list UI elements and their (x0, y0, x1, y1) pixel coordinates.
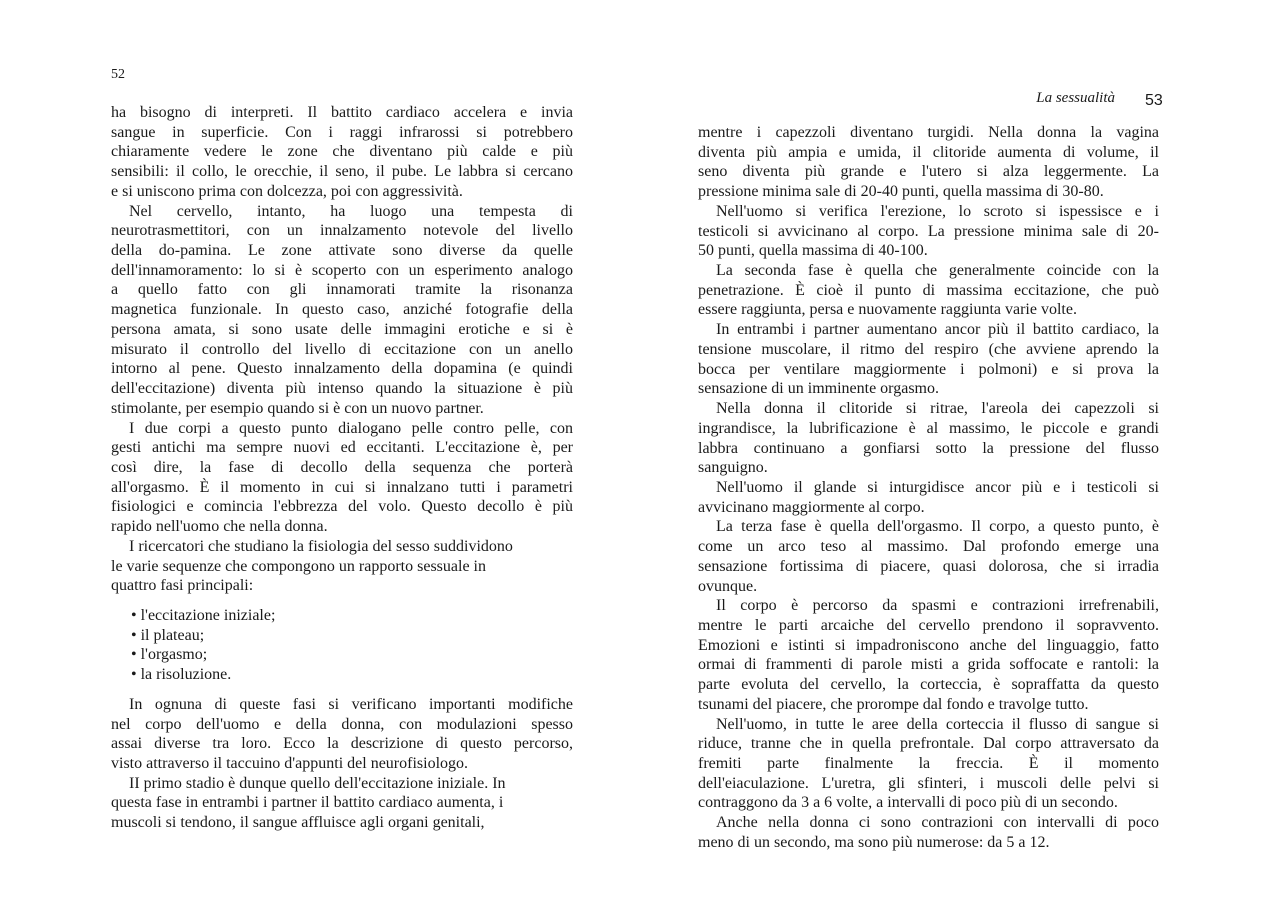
list-item-text: la risoluzione. (140, 666, 232, 684)
bullet-icon: • (131, 606, 141, 624)
text-line: bocca per ventilare maggiormente i polmoni) e si prova la (698, 360, 1159, 378)
text-line: ovunque. (698, 577, 758, 595)
paragraph (698, 261, 1159, 320)
paragraph (698, 320, 1159, 399)
paragraph (698, 517, 1159, 596)
paragraph (698, 813, 1159, 852)
text-line: fremiti parte finalmente la freccia. È il momento (698, 755, 1159, 772)
text-line: ha bisogno di interpreti. Il battito cardiaco accelera e invia (111, 104, 573, 121)
paragraph (111, 419, 573, 537)
phase-list (131, 606, 573, 685)
text-line: Nel cervello, intanto, ha luogo una tempesta di (129, 202, 573, 220)
text-line: mentre i capezzoli diventano turgidi. Nella donna la vagina (698, 124, 1159, 141)
text-line: penetrazione. È cioè il punto di massima eccitazione, che può (698, 281, 1159, 299)
paragraph (111, 774, 573, 833)
text-line: ingrandisce, la lubrificazione è al massimo, le piccole e grandi (698, 419, 1159, 437)
text-line: parte evoluta del cervello, la corteccia, è sopraffatta da questo (698, 676, 1159, 694)
paragraph (698, 202, 1159, 261)
text-line: labbra continuano a gonfiarsi sotto la pressione del flusso (698, 439, 1159, 457)
text-line: tsunami del piacere, che prorompe dal fondo e travolge tutto. (698, 695, 1089, 713)
text-line: neurotrasmettitori, con un innalzamento notevole del livello (111, 222, 573, 240)
text-line: all'orgasmo. È il momento in cui si innalzano tutti i parametri (111, 478, 573, 496)
paragraph (111, 537, 573, 596)
text-line: II primo stadio è dunque quello dell'eccitazione iniziale. In (129, 774, 506, 792)
paragraph (111, 202, 573, 419)
paragraph (698, 399, 1159, 478)
text-line: fisiologici e comincia l'ebbrezza del volo. Questo decollo è più (111, 498, 573, 516)
text-line: sangue in superficie. Con i raggi infrarossi si potrebbero (111, 123, 573, 141)
list-item-text: l'orgasmo; (140, 646, 208, 664)
paragraph (698, 596, 1159, 714)
list-item (131, 626, 573, 646)
text-line: essere raggiunta, persa e nuovamente raggiunta varie volte. (698, 301, 1077, 319)
text-line: diventa più ampia e umida, il clitoride aumenta di volume, il (698, 143, 1159, 161)
text-line: muscoli si tendono, il sangue affluisce agli organi genitali, (111, 814, 485, 832)
text-line: e si uniscono prima con dolcezza, poi con aggressività. (111, 182, 463, 200)
text-line: gesti antichi ma sempre nuovi ed eccitanti. L'eccitazione è, per (111, 439, 573, 457)
list-item-text: il plateau; (140, 626, 205, 644)
paragraph (698, 123, 1159, 202)
text-line: sensazione di un imminente orgasmo. (698, 380, 939, 398)
text-line: Nell'uomo il glande si inturgidisce ancor più e i testicoli si (716, 478, 1159, 496)
text-line: I due corpi a questo punto dialogano pelle contro pelle, con (129, 419, 573, 437)
list-item (131, 665, 573, 685)
text-line: rapido nell'uomo che nella donna. (111, 518, 328, 536)
text-line: come un arco teso al massimo. Dal profondo emerge una (698, 538, 1159, 556)
text-line: persona amata, si sono usate delle immagini erotiche e si è (111, 320, 573, 338)
paragraph (698, 715, 1159, 814)
text-line: dell'eccitazione) diventa più intenso quando la situazione è più (111, 380, 573, 398)
text-line: pressione minima sale di 20-40 punti, quella massima di 30-80. (698, 183, 1104, 201)
text-line: visto attraverso il taccuino d'appunti del neurofisiologo. (111, 755, 469, 772)
text-line: La seconda fase è quella che generalmente coincide con la (716, 262, 1159, 280)
text-line: Nella donna il clitoride si ritrae, l'areola dei capezzoli si (716, 400, 1159, 418)
text-line: nel corpo dell'uomo e della donna, con modulazioni spesso (111, 715, 573, 733)
text-line: assai diverse tra loro. Ecco la descrizione di questo percorso, (111, 735, 573, 753)
text-line: testicoli si avvicinano al corpo. La pressione minima sale di 20- (698, 222, 1159, 240)
text-line: misurato il controllo del livello di eccitazione con un anello (111, 340, 573, 358)
running-head: La sessualità (1036, 90, 1115, 106)
text-line: 50 punti, quella massima di 40-100. (698, 242, 928, 260)
text-line: seno diventa più grande e l'utero si alza leggermente. La (698, 163, 1159, 181)
bullet-icon: • (131, 626, 141, 644)
text-line: I ricercatori che studiano la fisiologia del sesso suddividono (129, 537, 513, 555)
text-line: sensibili: il collo, le orecchie, il seno, il pube. Le labbra si cercano (111, 163, 573, 181)
right-text-column (698, 123, 1159, 853)
paragraph (111, 695, 573, 774)
list-item (131, 645, 573, 665)
text-line: sensazione fortissima di piacere, quasi dolorosa, che si irradia (698, 557, 1159, 575)
text-line: intorno al pene. Questo innalzamento della dopamina (e quindi (111, 360, 573, 378)
text-line: In entrambi i partner aumentano ancor più il battito cardiaco, la (716, 321, 1159, 339)
text-line: Anche nella donna ci sono contrazioni con intervalli di poco (716, 814, 1159, 832)
paragraph (698, 478, 1159, 517)
text-line: magnetica funzionale. In questo caso, anziché fotografie della (111, 301, 573, 319)
text-line: meno di un secondo, ma sono più numerose: da 5 a 12. (698, 833, 1050, 851)
page-number-right: 53 (1145, 92, 1163, 109)
text-line: a quello fatto con gli innamorati tramite la risonanza (111, 281, 573, 299)
text-line: In ognuna di queste fasi si verificano importanti modifiche (129, 695, 573, 713)
text-line: Nell'uomo, in tutte le aree della corteccia il flusso di sangue si (716, 715, 1159, 733)
text-line: Il corpo è percorso da spasmi e contrazioni irrefrenabili, (716, 597, 1159, 615)
text-line: avvicinano maggiormente al corpo. (698, 498, 925, 516)
page-number-left: 52 (111, 67, 125, 82)
bullet-icon: • (131, 666, 141, 684)
text-line: La terza fase è quella dell'orgasmo. Il corpo, a questo punto, è (716, 518, 1159, 536)
text-line: ormai di frammenti di parole misti a grida soffocate e rantoli: la (698, 656, 1159, 674)
text-line: dell'innamoramento: lo si è scoperto con un esperimento analogo (111, 261, 573, 279)
text-line: mentre le parti arcaiche del cervello prendono il sopravvento. (698, 616, 1159, 634)
text-line: riduce, tranne che in quella prefrontale. Dal corpo attraversato da (698, 735, 1159, 753)
left-paragraphs (111, 103, 573, 596)
text-line: contraggono da 3 a 6 volte, a intervalli di poco più di un secondo. (698, 794, 1118, 812)
text-line: sanguigno. (698, 459, 768, 477)
left-text-column (111, 103, 573, 833)
text-line: questa fase in entrambi i partner il battito cardiaco aumenta, i (111, 794, 504, 812)
paragraph (111, 103, 573, 202)
text-line: stimolante, per esempio quando si è con un nuovo partner. (111, 399, 484, 417)
text-line: le varie sequenze che compongono un rapporto sessuale in (111, 557, 486, 575)
list-item (131, 606, 573, 626)
text-line: tensione muscolare, il ritmo del respiro (che avviene aprendo la (698, 340, 1159, 358)
text-line: Emozioni e istinti si impadroniscono anche del linguaggio, fatto (698, 636, 1159, 654)
text-line: quattro fasi principali: (111, 577, 254, 595)
text-line: chiaramente vedere le zone che diventano più calde e più (111, 143, 573, 161)
left-paragraphs-after-list (111, 695, 573, 833)
text-line: Nell'uomo si verifica l'erezione, lo scroto si ispessisce e i (716, 202, 1159, 220)
bullet-icon: • (131, 646, 141, 664)
text-line: così dire, la fase di decollo della sequenza che porterà (111, 458, 573, 476)
list-item-text: l'eccitazione iniziale; (140, 606, 276, 624)
text-line: dell'eiaculazione. L'uretra, gli sfinteri, i muscoli delle pelvi si (698, 774, 1159, 792)
text-line: della do-pamina. Le zone attivate sono diverse da quelle (111, 242, 573, 260)
